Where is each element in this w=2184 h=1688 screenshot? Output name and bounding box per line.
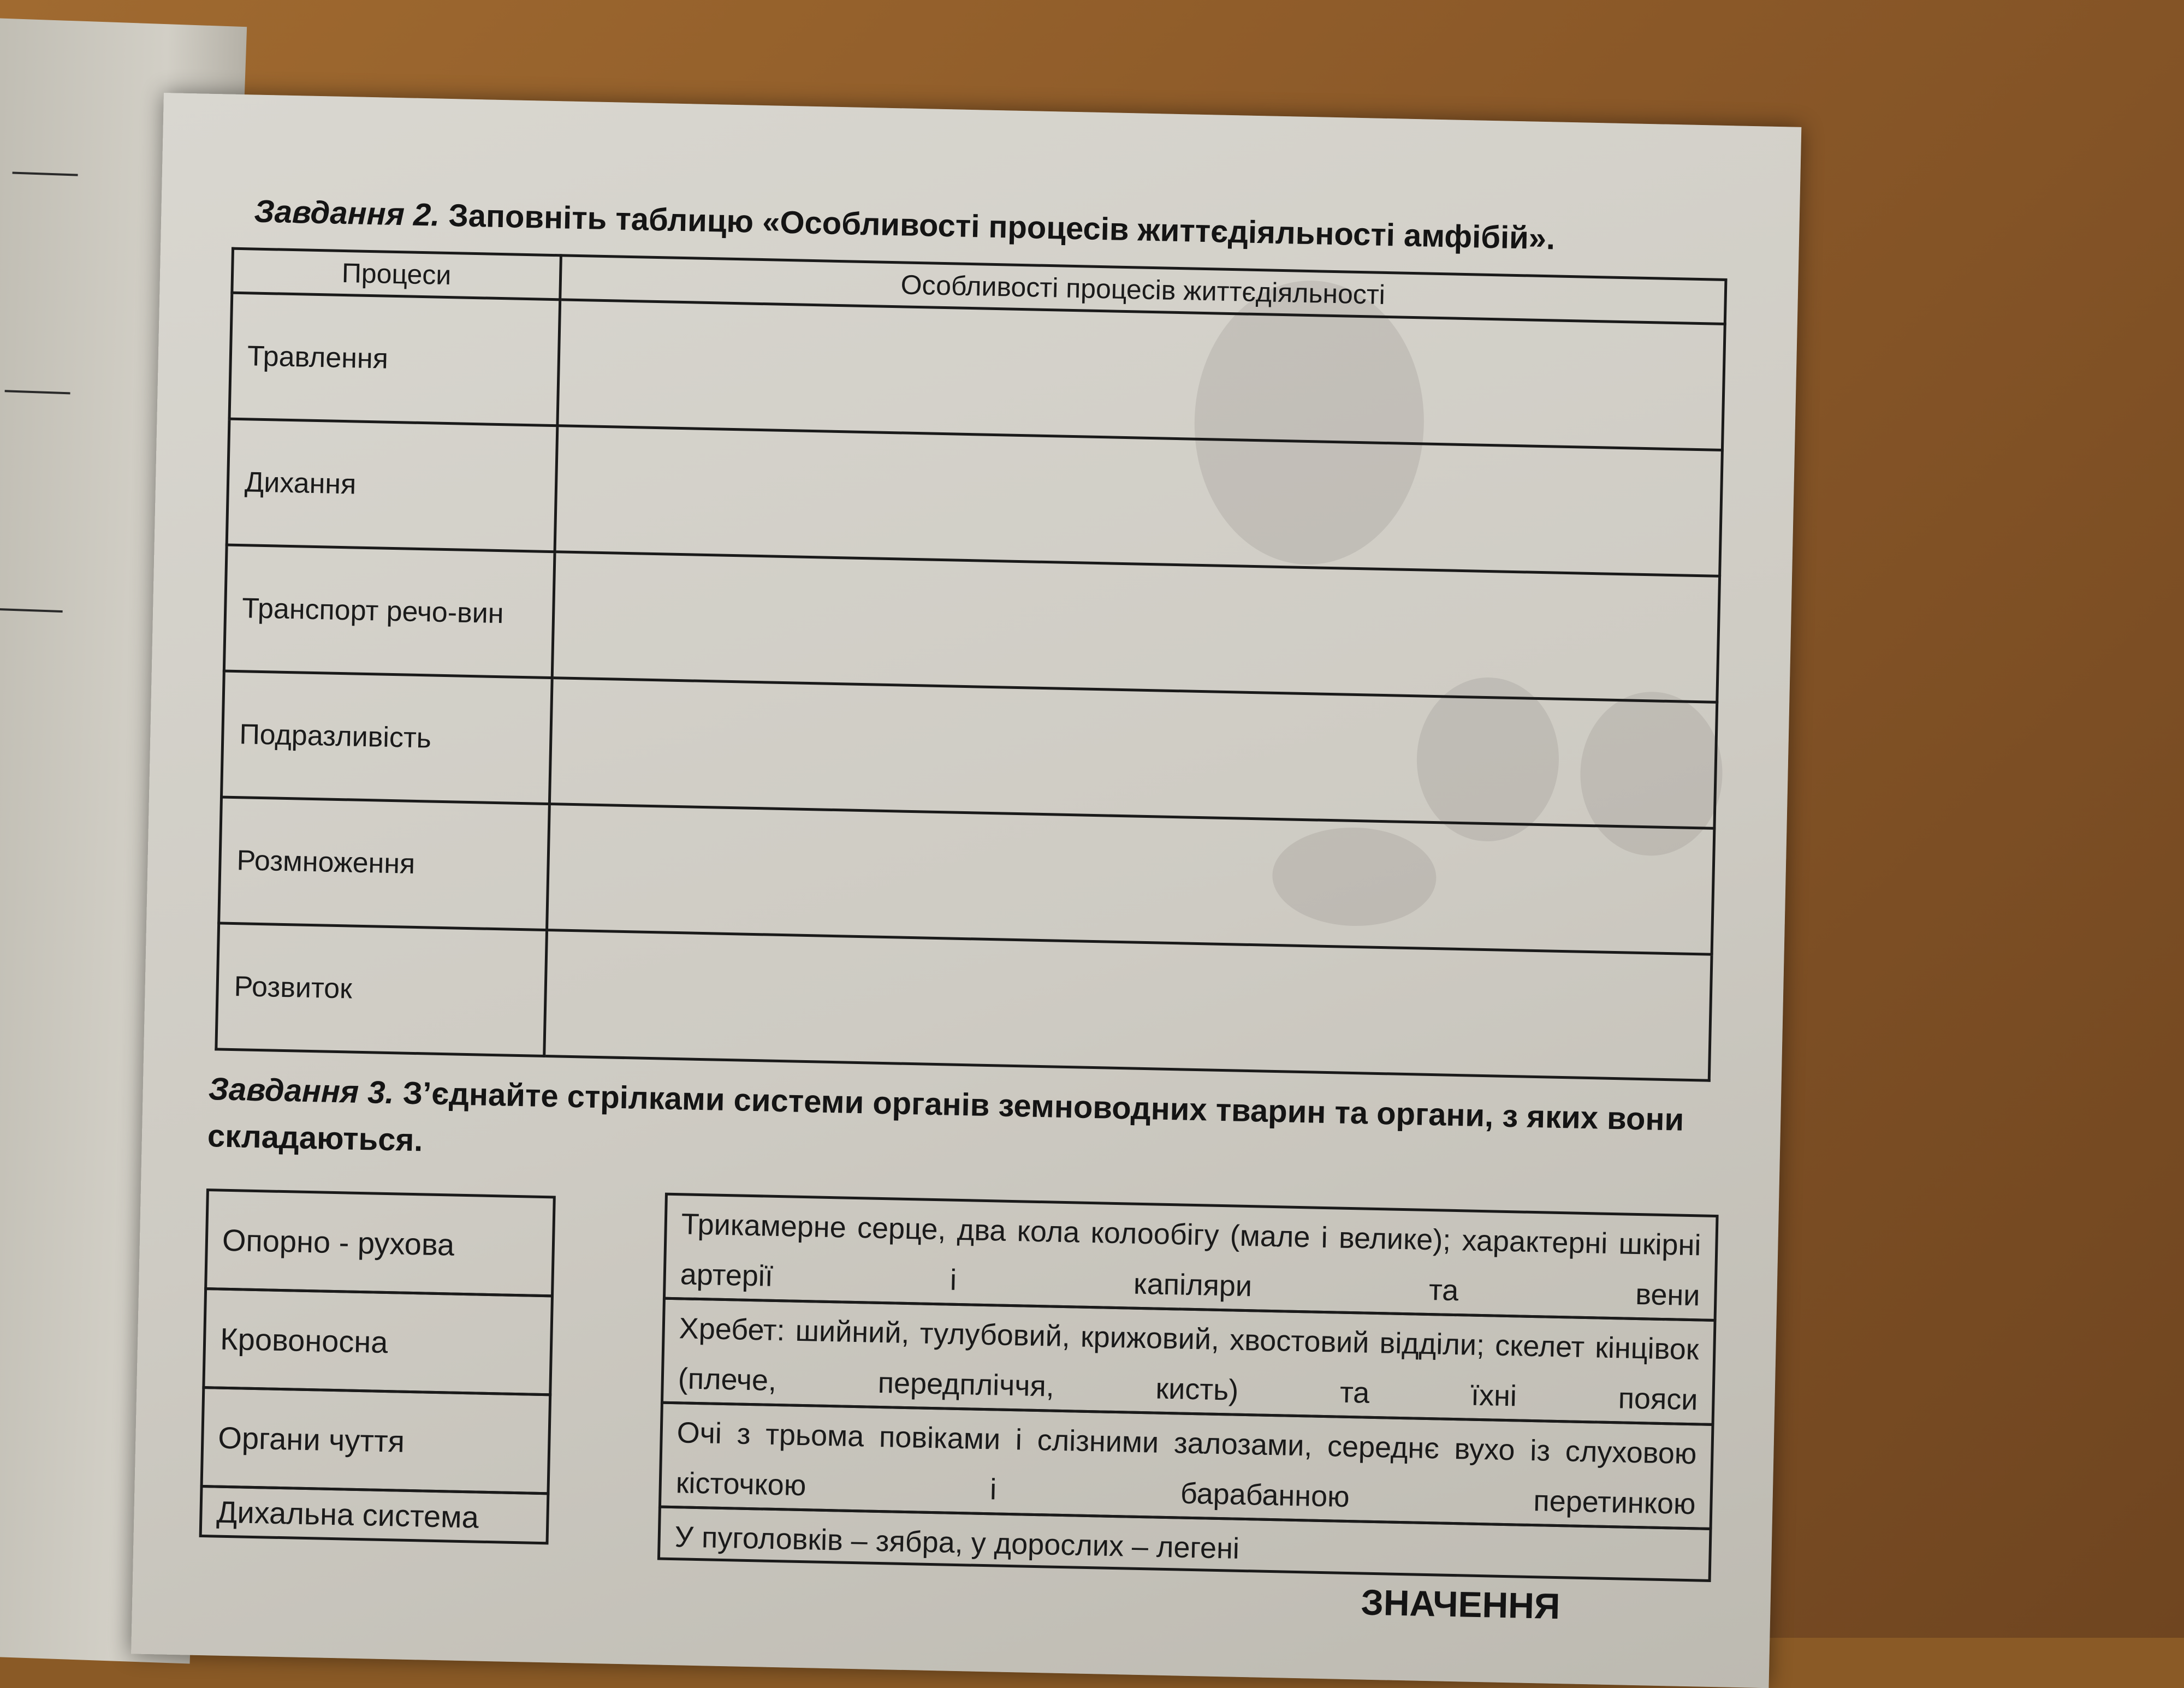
footer-heading-partial: ЗНАЧЕННЯ <box>1360 1582 1561 1627</box>
system-box[interactable]: Опорно - рухова <box>204 1188 556 1297</box>
left-page-rule <box>13 171 78 176</box>
process-cell: Подразливість <box>222 671 553 804</box>
task3-title <box>207 1066 1737 1192</box>
task3-label: Завдання 3. <box>208 1071 395 1111</box>
features-cell[interactable] <box>552 552 1719 703</box>
system-box[interactable]: Органи чуття <box>200 1386 552 1495</box>
organ-box[interactable]: Хребет: шийний, тулубовий, крижовий, хвостовий відділи; скелет кінцівок (плече, передпліччя, кисть) та їхні пояси <box>661 1297 1717 1426</box>
system-box[interactable]: Дихальна система <box>199 1485 550 1544</box>
task3-text: З’єднайте стрілками системи органів земноводних тварин та органи, з яких вони складаються. <box>207 1075 1684 1158</box>
organs-column <box>657 1196 1719 1582</box>
task2-label: Завдання 2. <box>253 193 441 233</box>
left-page-rule <box>5 390 70 394</box>
task2-title <box>254 193 1556 257</box>
left-page-rule <box>0 608 63 613</box>
process-cell: Травлення <box>229 293 560 426</box>
organ-box[interactable]: У пуголовків – зябра, у дорослих – легені <box>657 1506 1712 1582</box>
process-cell: Транспорт речо-вин <box>224 545 555 678</box>
features-cell[interactable] <box>547 804 1714 955</box>
organ-box[interactable]: Трикамерне серце, два кола колообігу (мале і велике); характерні шкірні артерії і капіляри та вени <box>663 1193 1719 1322</box>
features-cell[interactable] <box>557 300 1725 450</box>
workbook-page <box>131 93 1801 1688</box>
organ-box[interactable]: Очі з трьома повіками і слізними залозами, середнє вухо із слуховою кісточкою і барабанною перетинкою <box>658 1401 1714 1530</box>
features-cell[interactable] <box>549 678 1717 829</box>
systems-column <box>199 1191 556 1544</box>
process-cell: Дихання <box>227 419 557 552</box>
task2-text: Заповніть таблицю «Особливості процесів життєдіяльності амфібій». <box>448 197 1556 257</box>
process-cell: Розмноження <box>219 797 550 930</box>
process-cell: Розвиток <box>216 923 547 1056</box>
features-cell[interactable] <box>555 426 1722 576</box>
system-box[interactable]: Кровоносна <box>202 1287 554 1396</box>
header-features: Особливості процесів життєдіяльності <box>560 255 1726 324</box>
features-cell[interactable] <box>544 930 1712 1081</box>
header-processes: Процеси <box>232 248 561 300</box>
processes-table <box>215 247 1727 1082</box>
